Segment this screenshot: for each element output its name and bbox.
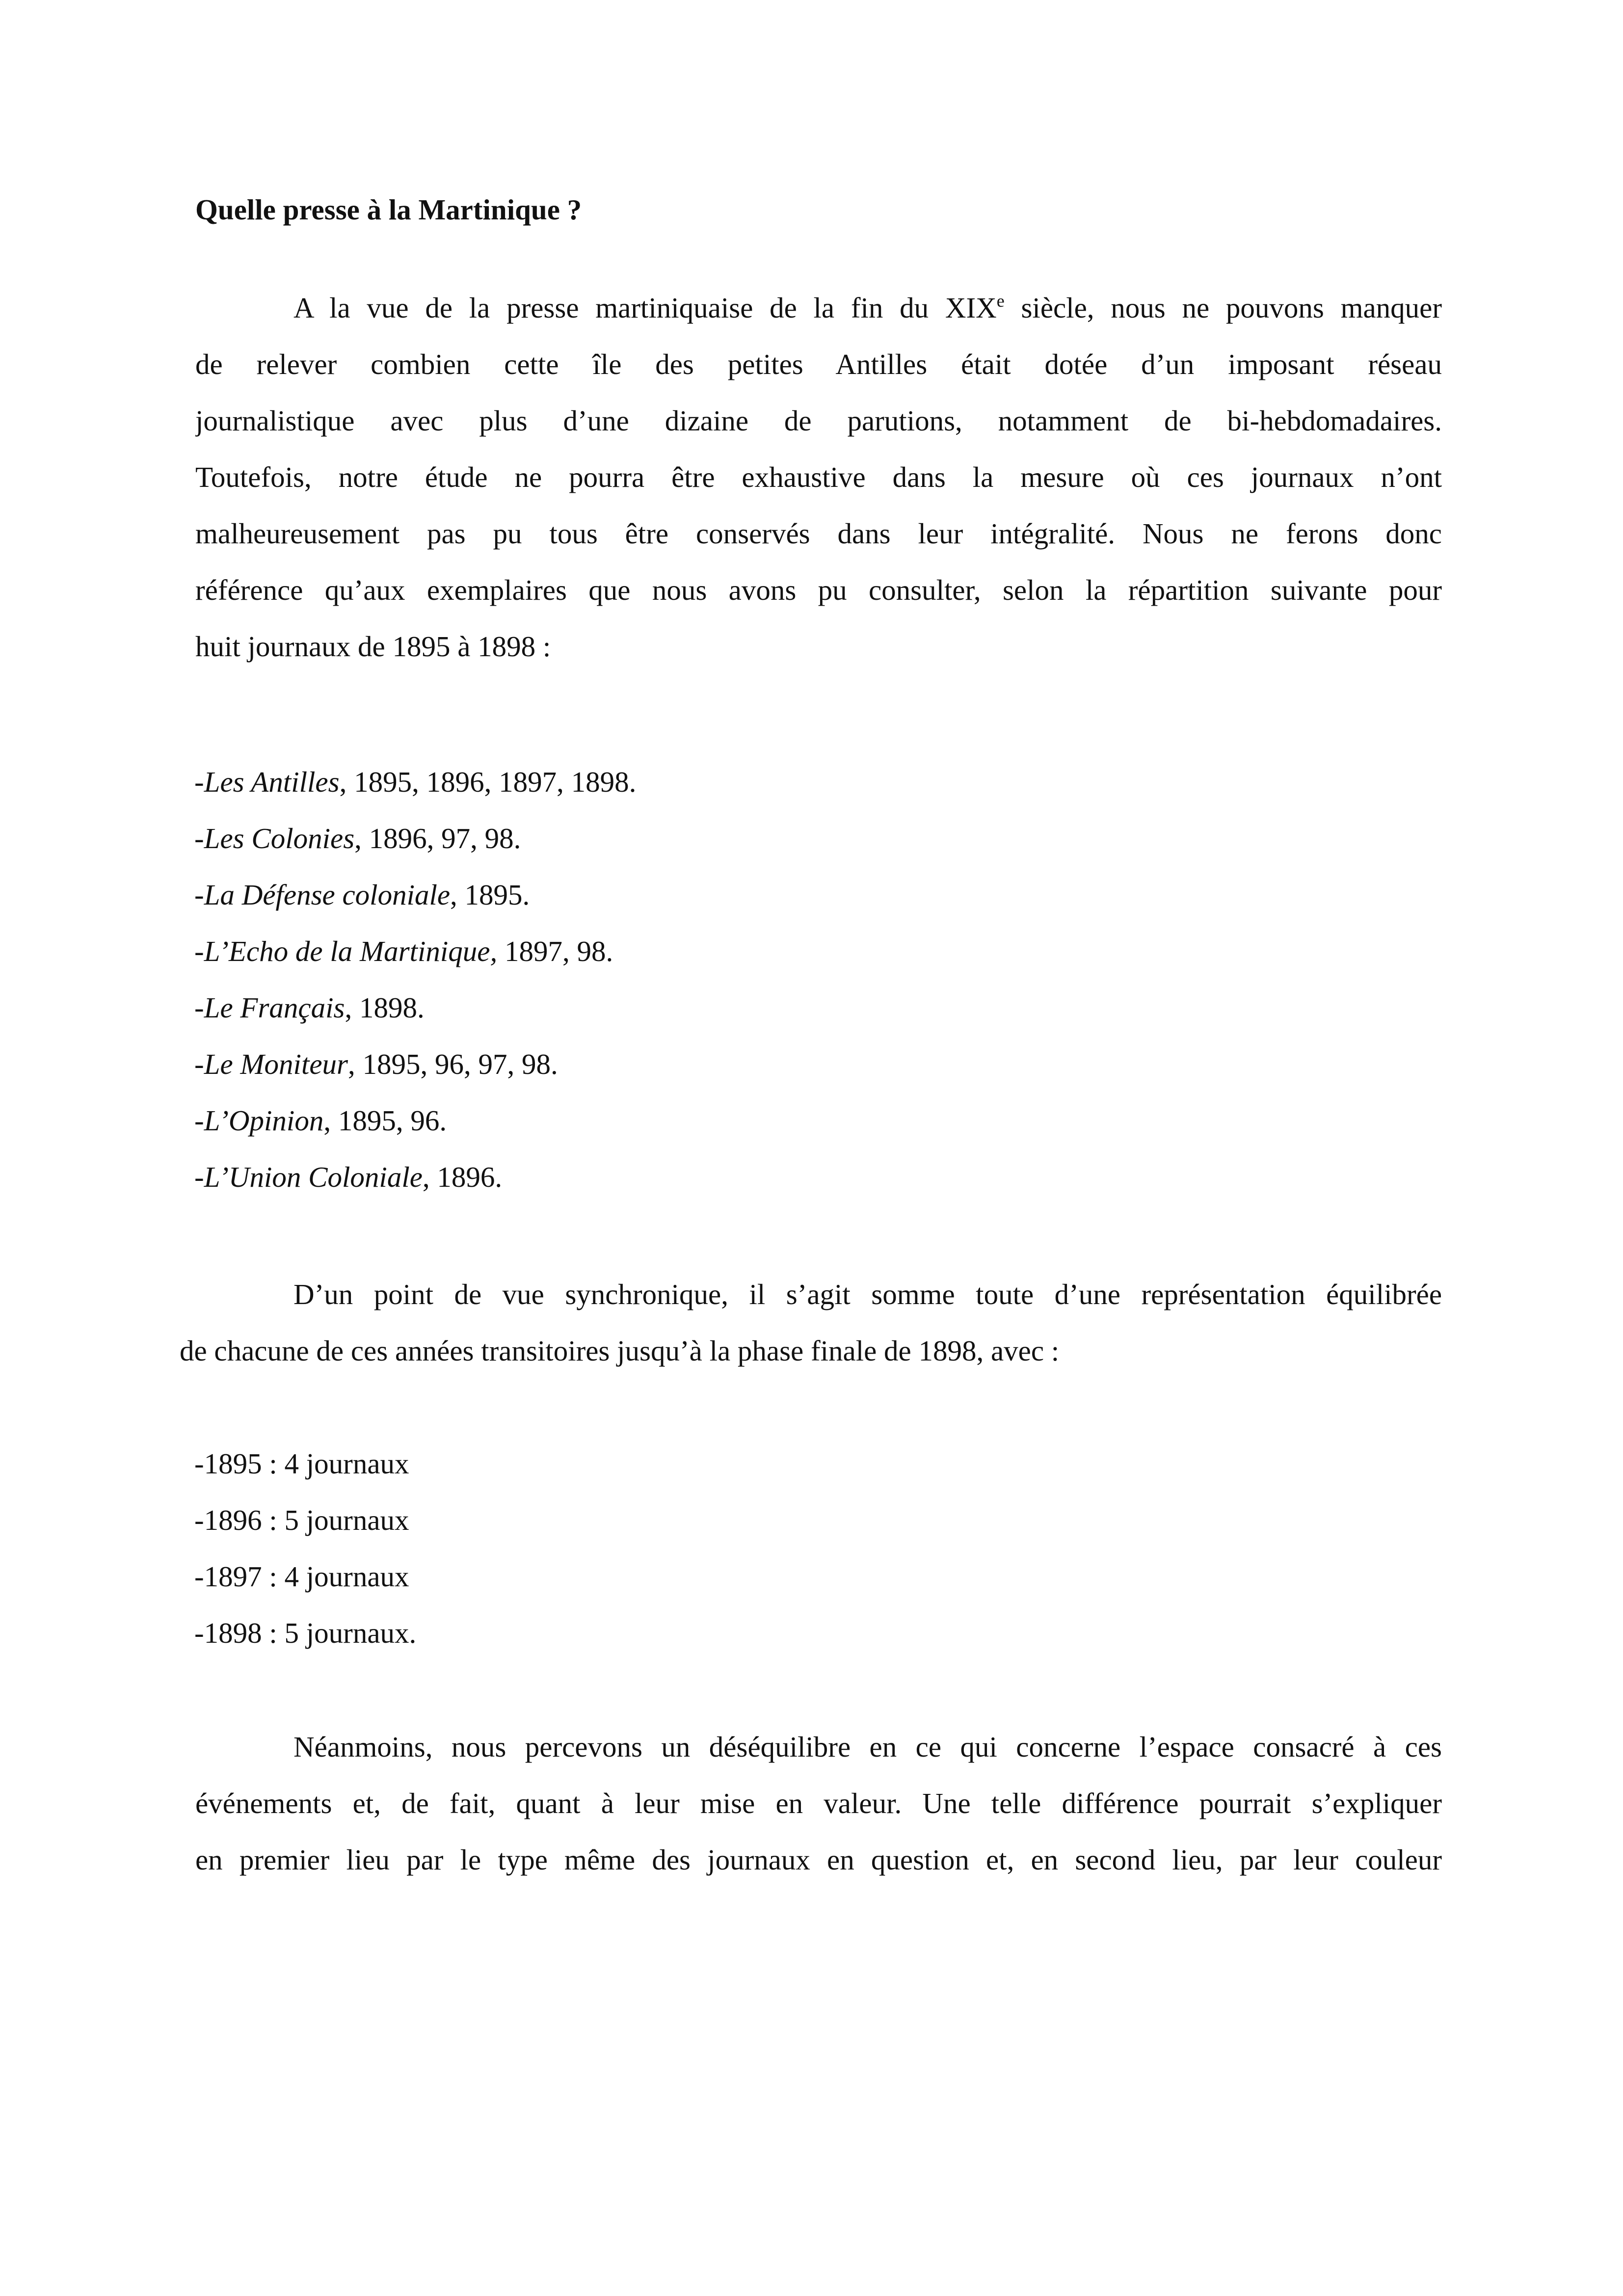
paragraph-line: malheureusement pas pu tous être conservés dans leur intégralité. Nous ne ferons donc	[195, 517, 1442, 550]
newspaper-list	[194, 754, 636, 1205]
paragraph-line: de chacune de ces années transitoires jusqu’à la phase finale de 1898, avec :	[180, 1335, 1060, 1367]
list-item: -Les Antilles, 1895, 1896, 1897, 1898.	[194, 766, 637, 798]
list-item: -Le Français, 1898.	[194, 991, 425, 1024]
paragraph-line: de relever combien cette île des petites Antilles était dotée d’un imposant réseau	[195, 348, 1442, 380]
list-item: -La Défense coloniale, 1895.	[194, 879, 530, 911]
paragraph-imbalance	[195, 1719, 1442, 1888]
paragraph-line: Toutefois, notre étude ne pourra être exhaustive dans la mesure où ces journaux n’ont	[195, 461, 1442, 493]
list-item: -1896 : 5 journaux	[194, 1504, 409, 1536]
list-item: -1898 : 5 journaux.	[194, 1617, 417, 1649]
paragraph-line: D’un point de vue synchronique, il s’agit somme toute d’une représentation équilibrée	[293, 1278, 1442, 1310]
superscript: e	[996, 291, 1005, 311]
paragraph-line: A la vue de la presse martiniquaise de la fin du XIXe siècle, nous ne pouvons manquer	[293, 291, 1442, 324]
list-item: -Les Colonies, 1896, 97, 98.	[194, 822, 521, 854]
paragraph-synchronic	[180, 1266, 1442, 1379]
list-item: -L’Opinion, 1895, 96.	[194, 1104, 447, 1137]
page-title: Quelle presse à la Martinique ?	[195, 193, 582, 226]
list-item: -L’Union Coloniale, 1896.	[194, 1161, 503, 1193]
paragraph-line: journalistique avec plus d’une dizaine de parutions, notamment de bi-hebdomadaires.	[195, 404, 1442, 437]
year-count-list	[194, 1436, 416, 1661]
paragraph-line: en premier lieu par le type même des journaux en question et, en second lieu, par leur couleur	[195, 1843, 1442, 1876]
paragraph-line: référence qu’aux exemplaires que nous avons pu consulter, selon la répartition suivante pour	[195, 574, 1442, 606]
paragraph-line: événements et, de fait, quant à leur mise en valeur. Une telle différence pourrait s’expliquer	[195, 1787, 1442, 1819]
paragraph-line: Néanmoins, nous percevons un déséquilibre en ce qui concerne l’espace consacré à ces	[293, 1731, 1442, 1763]
paragraph-intro	[195, 280, 1442, 675]
list-item: -L’Echo de la Martinique, 1897, 98.	[194, 935, 613, 967]
list-item: -1897 : 4 journaux	[194, 1560, 409, 1593]
paragraph-line: huit journaux de 1895 à 1898 :	[195, 630, 551, 663]
list-item: -Le Moniteur, 1895, 96, 97, 98.	[194, 1048, 558, 1080]
list-item: -1895 : 4 journaux	[194, 1447, 409, 1480]
